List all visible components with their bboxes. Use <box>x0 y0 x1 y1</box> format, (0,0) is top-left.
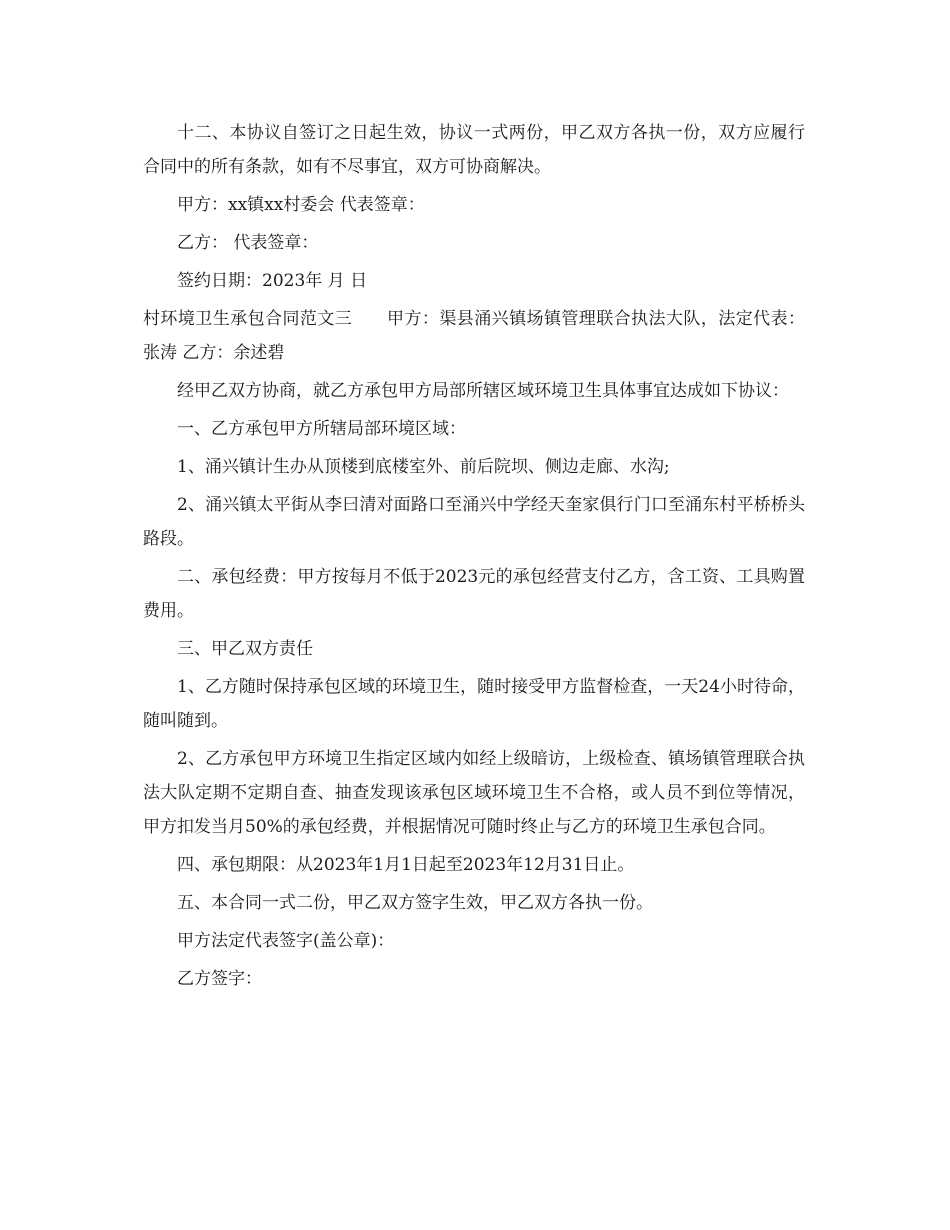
document-page <box>143 116 805 1000</box>
paragraph-section-3-title: 三、甲乙双方责任 <box>177 639 313 659</box>
paragraph-section-3-item-1: 1、乙方随时保持承包区域的环境卫生，随时接受甲方监督检查，一天24小时待命，随叫随到。 <box>143 677 805 731</box>
paragraph-party-a-legal-rep-signature: 甲方法定代表签字(盖公章)： <box>177 931 395 951</box>
paragraph-agreement-intro: 经甲乙双方协商，就乙方承包甲方局部所辖区域环境卫生具体事宜达成如下协议： <box>177 381 789 401</box>
paragraph-section-1-item-1: 1、涌兴镇计生办从顶楼到底楼室外、前后院坝、侧边走廊、水沟; <box>177 457 670 477</box>
paragraph-clause-12: 十二、本协议自签订之日起生效，协议一式两份，甲乙双方各执一份，双方应履行合同中的所有条款，如有不尽事宜，双方可协商解决。 <box>143 123 805 177</box>
paragraph-section-5-copies: 五、本合同一式二份，甲乙双方签字生效，甲乙双方各执一份。 <box>177 893 653 913</box>
paragraph-party-b-final-signature: 乙方签字： <box>177 969 262 989</box>
paragraph-section-1-item-2: 2、涌兴镇太平街从李曰清对面路口至涌兴中学经天奎家俱行门口至涌东村平桥桥头路段。 <box>143 495 805 549</box>
paragraph-section-2-fees: 二、承包经费：甲方按每月不低于2023元的承包经营支付乙方，含工资、工具购置费用。 <box>143 567 805 621</box>
paragraph-party-a-signature: 甲方：xx镇xx村委会 代表签章： <box>177 195 425 215</box>
paragraph-party-b-signature: 乙方： 代表签章： <box>177 233 319 253</box>
paragraph-section-3-item-2: 2、乙方承包甲方环境卫生指定区域内如经上级暗访，上级检查、镇场镇管理联合执法大队定期不定期自查、抽查发现该承包区域环境卫生不合格，或人员不到位等情况，甲方扣发当月50%的承包经费，并根据情况可随时终止与乙方的环境卫生承包合同。 <box>143 749 805 837</box>
paragraph-section-4-term: 四、承包期限：从2023年1月1日起至2023年12月31日止。 <box>177 855 635 875</box>
paragraph-signing-date: 签约日期：2023年 月 日 <box>177 271 368 291</box>
paragraph-contract-three-header: 村环境卫生承包合同范文三 甲方：渠县涌兴镇场镇管理联合执法大队，法定代表：张涛 乙方：余述碧 <box>143 309 805 363</box>
paragraph-section-1-title: 一、乙方承包甲方所辖局部环境区域： <box>177 419 466 439</box>
